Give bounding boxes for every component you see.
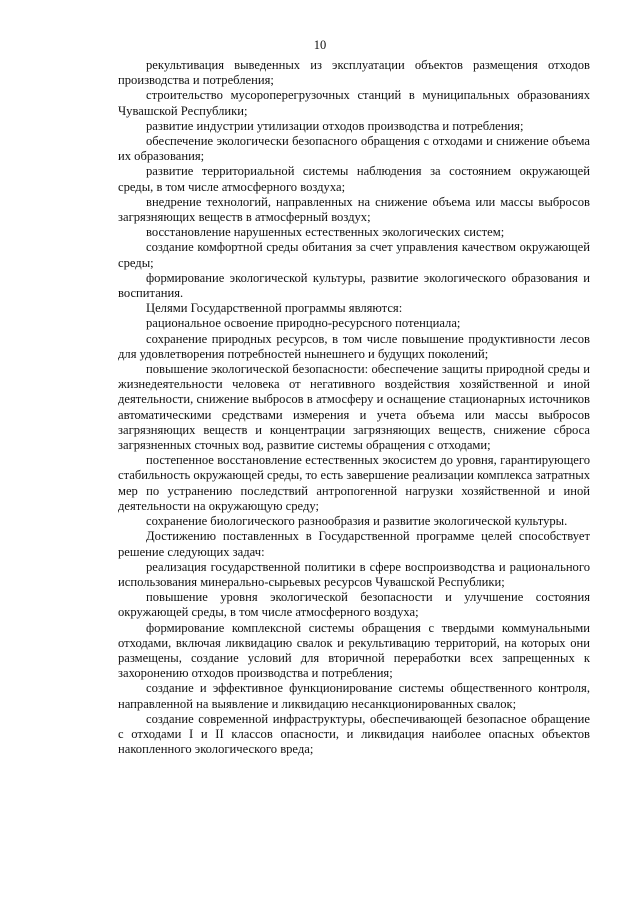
paragraph: создание современной инфраструктуры, обеспечивающей безопасное обращение с отходами I и II классов опасности, и ликвидация наиболее опасных объектов накопленного экологического вреда; (118, 711, 590, 757)
paragraph: создание и эффективное функционирование системы общественного контроля, направленной на выявление и ликвидацию несанкционированных свалок; (118, 681, 590, 711)
paragraph: восстановление нарушенных естественных экологических систем; (146, 225, 505, 240)
paragraph: обеспечение экологически безопасного обращения с отходами и снижение объема их образования; (118, 134, 590, 164)
paragraph: реализация государственной политики в сфере воспроизводства и рационального использования минерально-сырьевых ресурсов Чувашской Республики; (118, 559, 590, 589)
document-body (118, 58, 590, 757)
paragraph: сохранение биологического разнообразия и развитие экологической культуры. (146, 514, 568, 529)
paragraph: повышение уровня экологической безопасности и улучшение состояния окружающей среды, в том числе атмосферного воздуха; (118, 590, 590, 620)
paragraph: развитие индустрии утилизации отходов производства и потребления; (146, 118, 524, 133)
paragraph: рекультивация выведенных из эксплуатации объектов размещения отходов производства и потребления; (118, 58, 590, 88)
paragraph: формирование экологической культуры, развитие экологического образования и воспитания. (118, 270, 590, 301)
paragraph: формирование комплексной системы обращения с твердыми коммунальными отходами, включая ликвидацию свалок и рекультивацию территорий, на которых они размещены, создание условий для вторичной переработки всех запрещенных к захоронению отходов производства и потребления; (118, 620, 590, 681)
paragraph: внедрение технологий, направленных на снижение объема или массы выбросов загрязняющих веществ в атмосферный воздух; (118, 194, 590, 225)
paragraph: сохранение природных ресурсов, в том числе повышение продуктивности лесов для удовлетворения потребностей нынешнего и будущих поколений; (118, 331, 590, 361)
paragraph: строительство мусороперегрузочных станций в муниципальных образованиях Чувашской Республики; (118, 88, 590, 118)
paragraph: постепенное восстановление естественных экосистем до уровня, гарантирующего стабильность окружающей среды, то есть завершение реализации комплекса затратных мер по устранению последствий антропогенной нагрузки хозяйственной и иной деятельности на окружающую среду; (118, 453, 590, 513)
paragraph: развитие территориальной системы наблюдения за состоянием окружающей среды, в том числе атмосферного воздуха; (118, 164, 590, 194)
paragraph: создание комфортной среды обитания за счет управления качеством окружающей среды; (118, 240, 590, 270)
page-number: 10 (313, 38, 327, 52)
paragraph: рациональное освоение природно-ресурсного потенциала; (146, 316, 461, 331)
tasks-heading: Достижению поставленных в Государственной программе целей способствует решение следующих задач: (118, 529, 590, 559)
paragraph: повышение экологической безопасности: обеспечение защиты природной среды и жизнедеятельности человека от негативного воздействия хозяйственной и иной деятельности, снижение выбросов в атмосферу и оснащение стационарных источников автоматическими средствами измерения и учета объема или массы выбросов загрязняющих веществ и концентрации загрязняющих веществ, снижение сброса загрязненных сточных вод, развитие системы обращения с отходами; (118, 362, 590, 453)
goals-heading: Целями Государственной программы являются: (146, 301, 403, 316)
